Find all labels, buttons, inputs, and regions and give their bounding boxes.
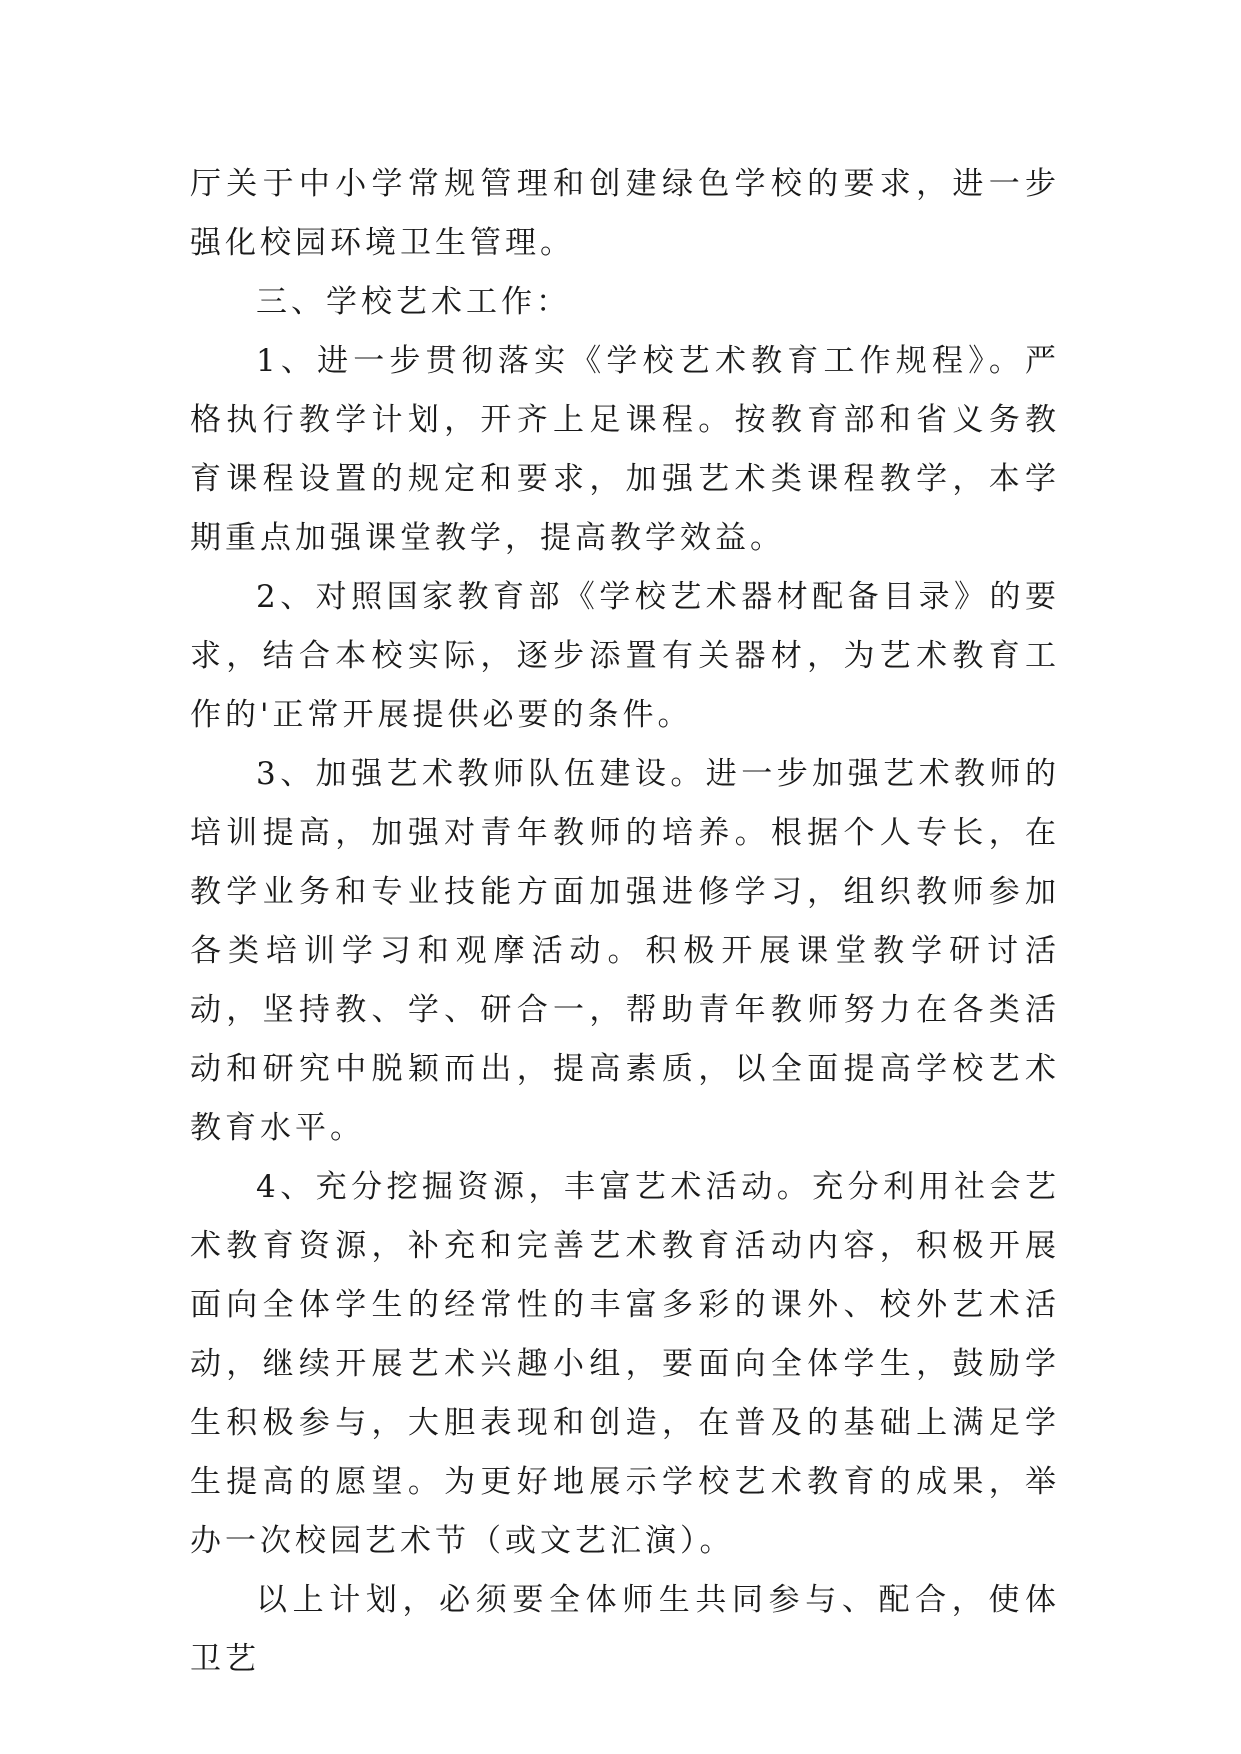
paragraph-closing: 以上计划，必须要全体师生共同参与、配合，使体卫艺 [190, 1582, 1060, 1677]
paragraph-continuation: 厅关于中小学常规管理和创建绿色学校的要求，进一步强化校园环境卫生管理。 [190, 166, 1060, 261]
paragraph-item-3: 3、加强艺术教师队伍建设。进一步加强艺术教师的培训提高，加强对青年教师的培养。根据个人专长，在教学业务和专业技能方面加强进修学习，组织教师参加各类培训学习和观摩活动。积极开展课堂教学研讨活动，坚持教、学、研合一，帮助青年教师努力在各类活动和研究中脱颖而出，提高素质，以全面提高学校艺术教育水平。 [190, 756, 1060, 1146]
document-page [190, 155, 1060, 1689]
paragraph-item-2: 2、对照国家教育部《学校艺术器材配备目录》的要求，结合本校实际，逐步添置有关器材，为艺术教育工作的'正常开展提供必要的条件。 [190, 579, 1060, 733]
paragraph-item-1: 1、进一步贯彻落实《学校艺术教育工作规程》。严格执行教学计划，开齐上足课程。按教育部和省义务教育课程设置的规定和要求，加强艺术类课程教学，本学期重点加强课堂教学，提高教学效益。 [190, 343, 1060, 556]
paragraph-item-4: 4、充分挖掘资源，丰富艺术活动。充分利用社会艺术教育资源，补充和完善艺术教育活动内容，积极开展面向全体学生的经常性的丰富多彩的课外、校外艺术活动，继续开展艺术兴趣小组，要面向全体学生，鼓励学生积极参与，大胆表现和创造，在普及的基础上满足学生提高的愿望。为更好地展示学校艺术教育的成果，举办一次校园艺术节（或文艺汇演）。 [190, 1169, 1060, 1559]
section-heading-art-work: 三、学校艺术工作： [256, 284, 571, 320]
